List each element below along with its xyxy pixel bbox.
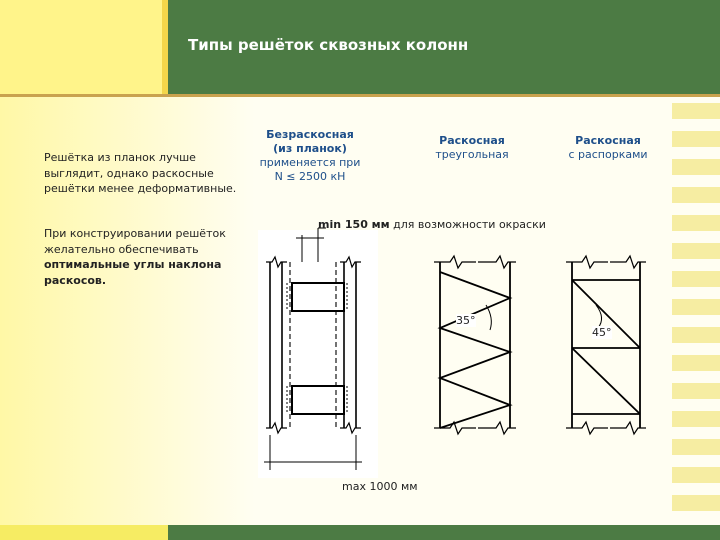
heading-line1: Раскосная <box>439 134 505 147</box>
page-title: Типы решёток сквозных колонн <box>188 36 469 54</box>
heading-line2: с распорками <box>568 148 648 161</box>
triangular-lattice-diagram <box>434 256 516 434</box>
angle-45-label: 45° <box>592 326 612 339</box>
heading-line1: Раскосная <box>575 134 641 147</box>
heading-line1: Безраскосная <box>266 128 354 141</box>
recommendation-bold-text: оптимальные углы наклона раскосов. <box>44 258 222 287</box>
batten-column-diagram <box>258 228 378 478</box>
min-gap-reason: для возможности окраски <box>389 218 546 231</box>
recommendation-text: При конструировании решёток желательно обеспечивать <box>44 227 226 256</box>
strut-lattice-diagram <box>566 256 646 434</box>
max-spacing-annotation: max 1000 мм <box>342 480 418 493</box>
min-gap-annotation <box>318 218 546 231</box>
description-paragraph: Решётка из планок лучше выглядит, однако раскосные решётки менее деформативные. <box>44 151 237 195</box>
heading-note2: N ≤ 2500 кН <box>274 170 346 183</box>
angle-35-label: 35° <box>456 314 476 327</box>
min-gap-value: min 150 мм <box>318 218 390 231</box>
heading-line2: треугольная <box>435 148 509 161</box>
heading-note1: применяется при <box>259 156 361 169</box>
heading-line2: (из планок) <box>273 142 347 155</box>
